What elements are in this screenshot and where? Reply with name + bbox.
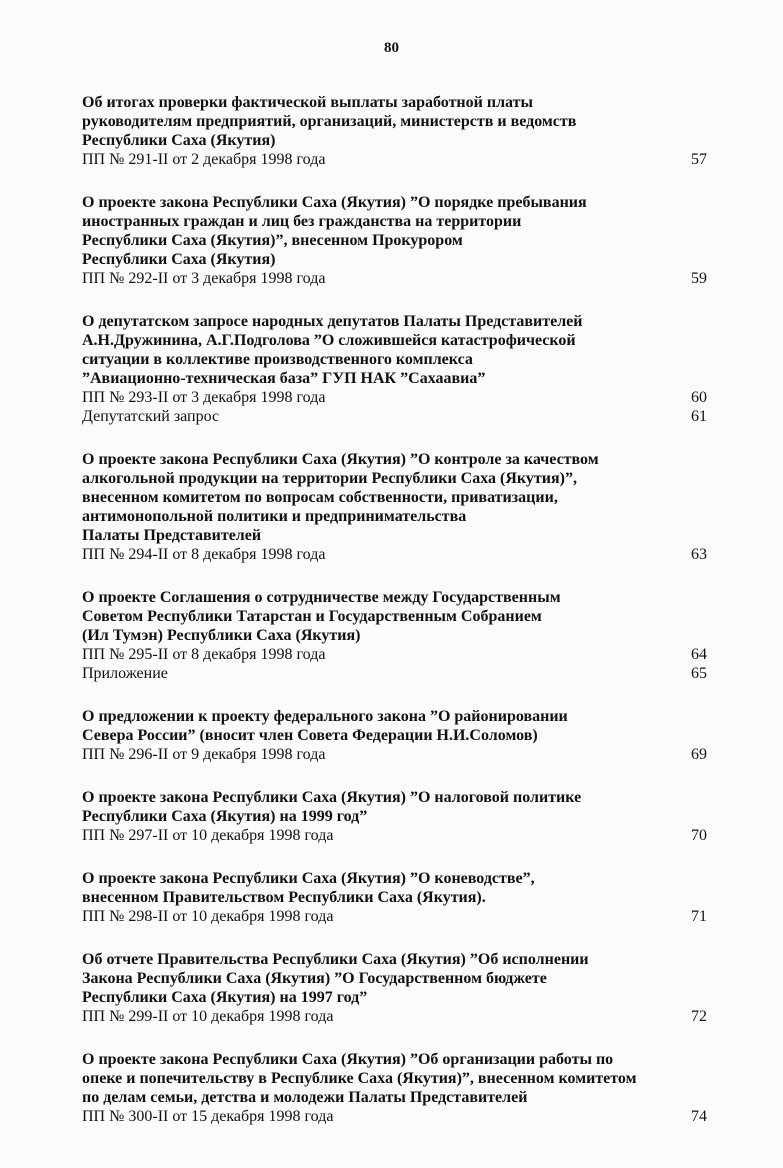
table-of-contents — [82, 93, 707, 1150]
page-reference: 60 — [691, 389, 707, 406]
entry-reference-row — [82, 1107, 707, 1126]
page-reference: 59 — [691, 270, 707, 287]
entry-title: О проекте закона Республики Саха (Якутия) ”О налоговой политике Республики Саха (Якутия) на 1999 год” — [82, 789, 582, 825]
toc-entry — [82, 869, 707, 926]
reference-text: ПП № 298-II от 10 декабря 1998 года — [82, 908, 334, 925]
entry-title: О депутатском запросе народных депутатов Палаты Представителей А.Н.Дружинина, А.Г.Подголова ”О сложившейся катастрофической ситуации в коллективе производственного комплекса ”Авиационно-техническая база” ГУП НАК ”Сахаавиа” — [82, 313, 583, 387]
entry-title: Об отчете Правительства Республики Саха (Якутия) ”Об исполнении Закона Республики Саха (Якутия) ”О Государственном бюджете Республики Саха (Якутия) на 1997 год” — [82, 951, 589, 1006]
reference-text: ПП № 296-II от 9 декабря 1998 года — [82, 746, 326, 763]
entry-reference-row — [82, 407, 707, 426]
page-reference: 71 — [691, 908, 707, 925]
entry-reference-row — [82, 150, 707, 169]
entry-title: О проекте закона Республики Саха (Якутия) ”О порядке пребывания иностранных граждан и лиц без гражданства на территории Республики Саха (Якутия)”, внесенном Прокурором Республики Саха (Якутия) — [82, 194, 587, 268]
entry-title: О проекте закона Республики Саха (Якутия) ”Об организации работы по опеке и попечительству в Республике Саха (Якутия)”, внесенном комитетом по делам семьи, детства и молодежи Палаты Представителей — [82, 1051, 637, 1106]
entry-reference-row — [82, 1007, 707, 1026]
entry-reference-row — [82, 545, 707, 564]
entry-title: О проекте закона Республики Саха (Якутия) ”О коневодстве”, внесенном Правительством Республики Саха (Якутия). — [82, 870, 535, 906]
page-reference: 57 — [691, 151, 707, 168]
page-reference: 69 — [691, 746, 707, 763]
reference-text: ПП № 300-II от 15 декабря 1998 года — [82, 1108, 334, 1125]
reference-text: ПП № 299-II от 10 декабря 1998 года — [82, 1008, 334, 1025]
reference-text: ПП № 294-II от 8 декабря 1998 года — [82, 546, 326, 563]
entry-reference-row — [82, 388, 707, 407]
reference-text: ПП № 297-II от 10 декабря 1998 года — [82, 827, 334, 844]
entry-reference-row — [82, 645, 707, 664]
entry-reference-row — [82, 907, 707, 926]
toc-entry — [82, 707, 707, 764]
page-number: 80 — [384, 40, 399, 56]
entry-reference-row — [82, 664, 707, 683]
page-reference: 63 — [691, 546, 707, 563]
page-reference: 61 — [691, 408, 707, 425]
toc-entry — [82, 193, 707, 288]
toc-entry — [82, 450, 707, 564]
entry-reference-row — [82, 269, 707, 288]
toc-entry — [82, 950, 707, 1026]
reference-text: ПП № 295-II от 8 декабря 1998 года — [82, 646, 326, 663]
reference-text: ПП № 291-II от 2 декабря 1998 года — [82, 151, 326, 168]
reference-text: ПП № 293-II от 3 декабря 1998 года — [82, 389, 326, 406]
toc-entry — [82, 588, 707, 683]
reference-text: Депутатский запрос — [82, 408, 220, 425]
reference-text: Приложение — [82, 665, 168, 682]
toc-entry — [82, 788, 707, 845]
entry-reference-row — [82, 826, 707, 845]
page-reference: 74 — [691, 1108, 707, 1125]
page-reference: 70 — [691, 827, 707, 844]
entry-title: Об итогах проверки фактической выплаты заработной платы руководителям предприятий, организаций, министерств и ведомств Республики Саха (Якутия) — [82, 94, 577, 149]
page-reference: 64 — [691, 646, 707, 663]
entry-title: О проекте закона Республики Саха (Якутия) ”О контроле за качеством алкогольной продукции на территории Республики Саха (Якутия)”, внесенном комитетом по вопросам собственности, приватизации, антимонопольной политики и предпринимательства Палаты Представителей — [82, 451, 599, 544]
entry-title: О проекте Соглашения о сотрудничестве между Государственным Советом Республики Татарстан и Государственным Собранием (Ил Тумэн) Республики Саха (Якутия) — [82, 589, 561, 644]
page-reference: 65 — [691, 665, 707, 682]
reference-text: ПП № 292-II от 3 декабря 1998 года — [82, 270, 326, 287]
toc-entry — [82, 312, 707, 426]
entry-title: О предложении к проекту федерального закона ”О районировании Севера России” (вносит член Совета Федерации Н.И.Соломов) — [82, 708, 568, 744]
entry-reference-row — [82, 745, 707, 764]
toc-entry — [82, 1050, 707, 1126]
page-reference: 72 — [691, 1008, 707, 1025]
toc-entry — [82, 93, 707, 169]
